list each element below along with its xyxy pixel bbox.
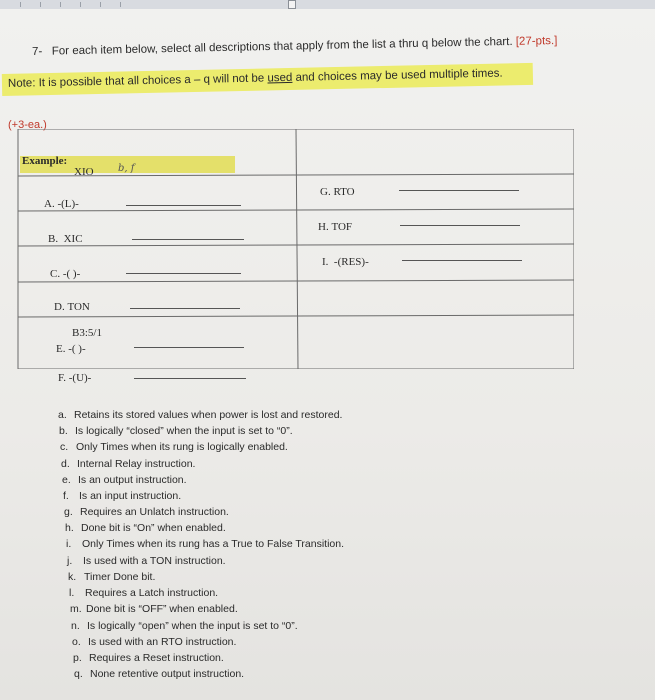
example-label: Example: (22, 155, 68, 167)
item-h: H. TOF (318, 221, 353, 233)
answer-chart (14, 129, 574, 384)
example-item: XIO (74, 166, 94, 178)
item-a: A. -(L)- (44, 198, 79, 210)
answer-blank-i[interactable] (402, 260, 522, 261)
item-d: D. TON (54, 301, 90, 313)
list-item: d. Internal Relay instruction. (61, 458, 196, 470)
ruler-marker-icon (288, 0, 296, 9)
item-i: I. -(RES)- (322, 256, 369, 268)
list-item: e. Is an output instruction. (62, 474, 187, 486)
question-title: 7- For each item below, select all descriptions that apply from the list a thru q below the chart. [27-pts.] (31, 34, 558, 58)
answer-blank-a[interactable] (126, 205, 241, 206)
list-item: f. Is an input instruction. (63, 490, 182, 502)
list-item: n. Is logically “open” when the input is set to “0”. (71, 620, 298, 632)
example-answer: b, f (118, 163, 135, 174)
list-item: o. Is used with an RTO instruction. (72, 636, 237, 648)
item-b: B. XIC (48, 233, 83, 245)
list-item: h. Done bit is “On” when enabled. (65, 522, 226, 534)
bonus-points: (+3-ea.) (8, 119, 47, 131)
item-c: C. -( )- (50, 268, 81, 280)
list-item: i. Only Times when its rung has a True to False Transition. (66, 538, 345, 550)
list-item: j. Is used with a TON instruction. (67, 555, 226, 567)
item-f: F. -(U)- (58, 372, 92, 384)
worksheet-page (0, 9, 655, 700)
answer-blank-d[interactable] (130, 308, 240, 309)
points-badge: [27-pts.] (515, 34, 558, 48)
answer-blank-b[interactable] (132, 239, 244, 240)
answer-blank-f[interactable] (134, 378, 246, 379)
list-item: g. Requires an Unlatch instruction. (64, 506, 229, 518)
list-item: l. Requires a Latch instruction. (69, 587, 219, 599)
list-item: k. Timer Done bit. (68, 571, 156, 583)
item-g: G. RTO (320, 186, 355, 198)
note-highlight: Note: It is possible that all choices a – q will not be used and choices may be used multiple times. (2, 63, 533, 96)
answer-blank-c[interactable] (126, 273, 241, 274)
list-item: a. Retains its stored values when power is lost and restored. (58, 409, 343, 421)
answer-blank-g[interactable] (399, 190, 519, 191)
answer-blank-e[interactable] (134, 347, 244, 348)
answer-blank-h[interactable] (400, 225, 520, 226)
list-item: m. Done bit is “OFF” when enabled. (70, 603, 238, 615)
item-e-address: B3:5/1 (72, 327, 102, 339)
item-e: E. -( )- (56, 343, 86, 355)
list-item: b. Is logically “closed” when the input is set to “0”. (59, 425, 293, 437)
list-item: p. Requires a Reset instruction. (73, 652, 224, 664)
list-item: q. None retentive output instruction. (74, 668, 245, 680)
list-item: c. Only Times when its rung is logically enabled. (60, 441, 288, 453)
